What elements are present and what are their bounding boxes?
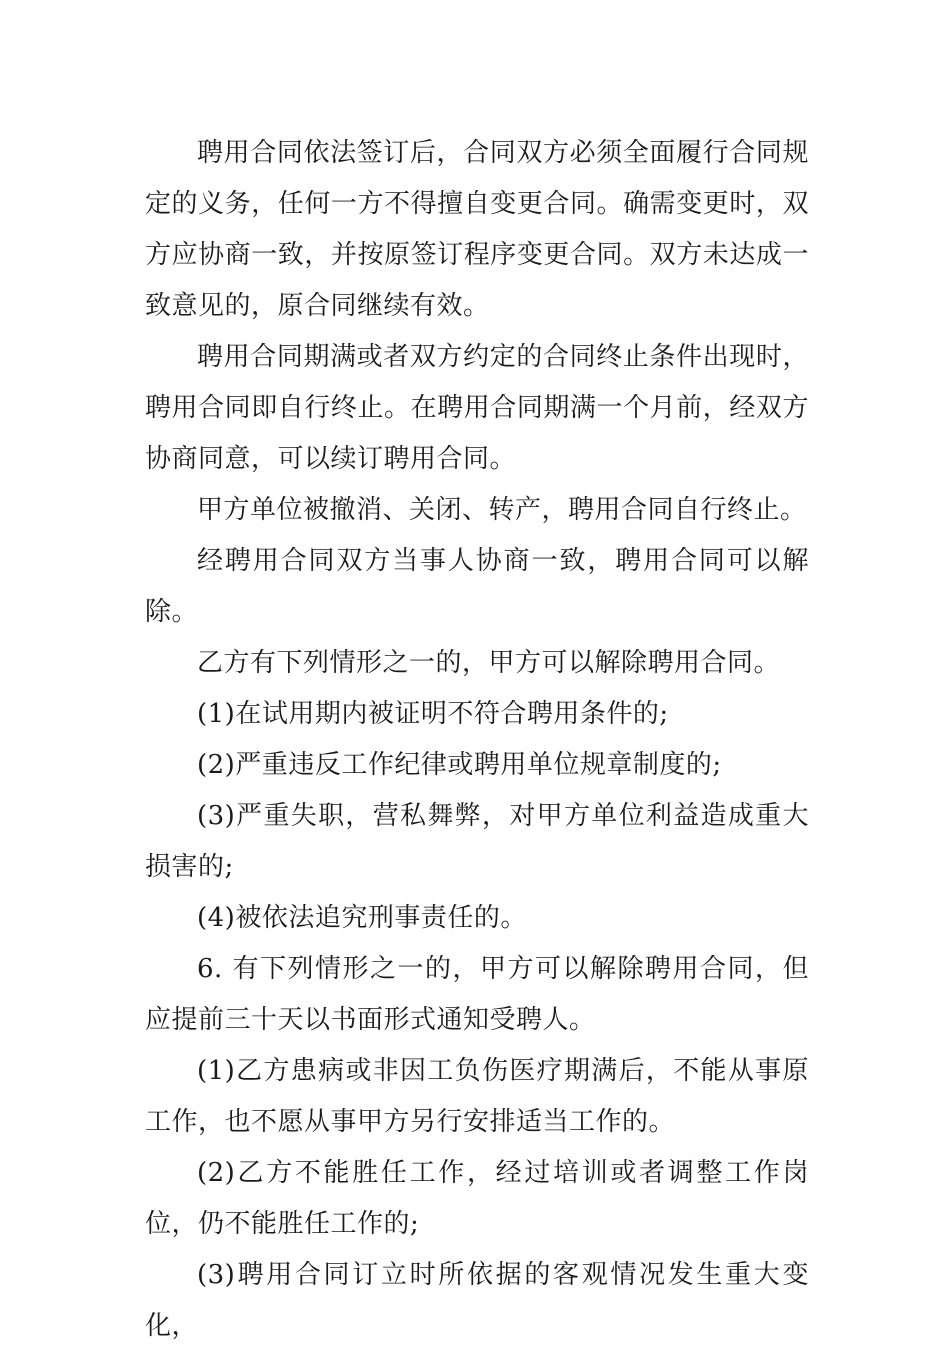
list-item-circumstance-change: (3)聘用合同订立时所依据的客观情况发生重大变化， <box>145 1260 809 1341</box>
list-item-incompetence: (2)乙方不能胜任工作，经过培训或者调整工作岗位，仍不能胜任工作的; <box>145 1158 809 1239</box>
paragraph-section-6: 6. 有下列情形之一的，甲方可以解除聘用合同，但应提前三十天以书面形式通知受聘人。 <box>145 954 809 1035</box>
list-item-probation: (1)在试用期内被证明不符合聘用条件的; <box>197 699 669 729</box>
list-item-discipline: (2)严重违反工作纪律或聘用单位规章制度的; <box>197 750 722 780</box>
list-item-misconduct: (3)严重失职，营私舞弊，对甲方单位利益造成重大损害的; <box>145 801 809 882</box>
paragraph-contract-expiry: 聘用合同期满或者双方约定的合同终止条件出现时，聘用合同即自行终止。在聘用合同期满一个月前，经双方协商同意，可以续订聘用合同。 <box>145 342 809 474</box>
paragraph-party-b-conditions: 乙方有下列情形之一的，甲方可以解除聘用合同。 <box>197 648 781 678</box>
list-item-criminal: (4)被依法追究刑事责任的。 <box>197 903 527 933</box>
list-item-illness: (1)乙方患病或非因工负伤医疗期满后，不能从事原工作，也不愿从事甲方另行安排适当工作的。 <box>145 1056 809 1137</box>
paragraph-unit-dissolved: 甲方单位被撤消、关闭、转产，聘用合同自行终止。 <box>197 495 807 525</box>
paragraph-contract-change: 聘用合同依法签订后，合同双方必须全面履行合同规定的义务，任何一方不得擅自变更合同。确需变更时，双方应协商一致，并按原签订程序变更合同。双方未达成一致意见的，原合同继续有效。 <box>145 138 809 321</box>
paragraph-mutual-termination: 经聘用合同双方当事人协商一致，聘用合同可以解除。 <box>145 546 809 627</box>
document-page <box>145 128 809 1352</box>
